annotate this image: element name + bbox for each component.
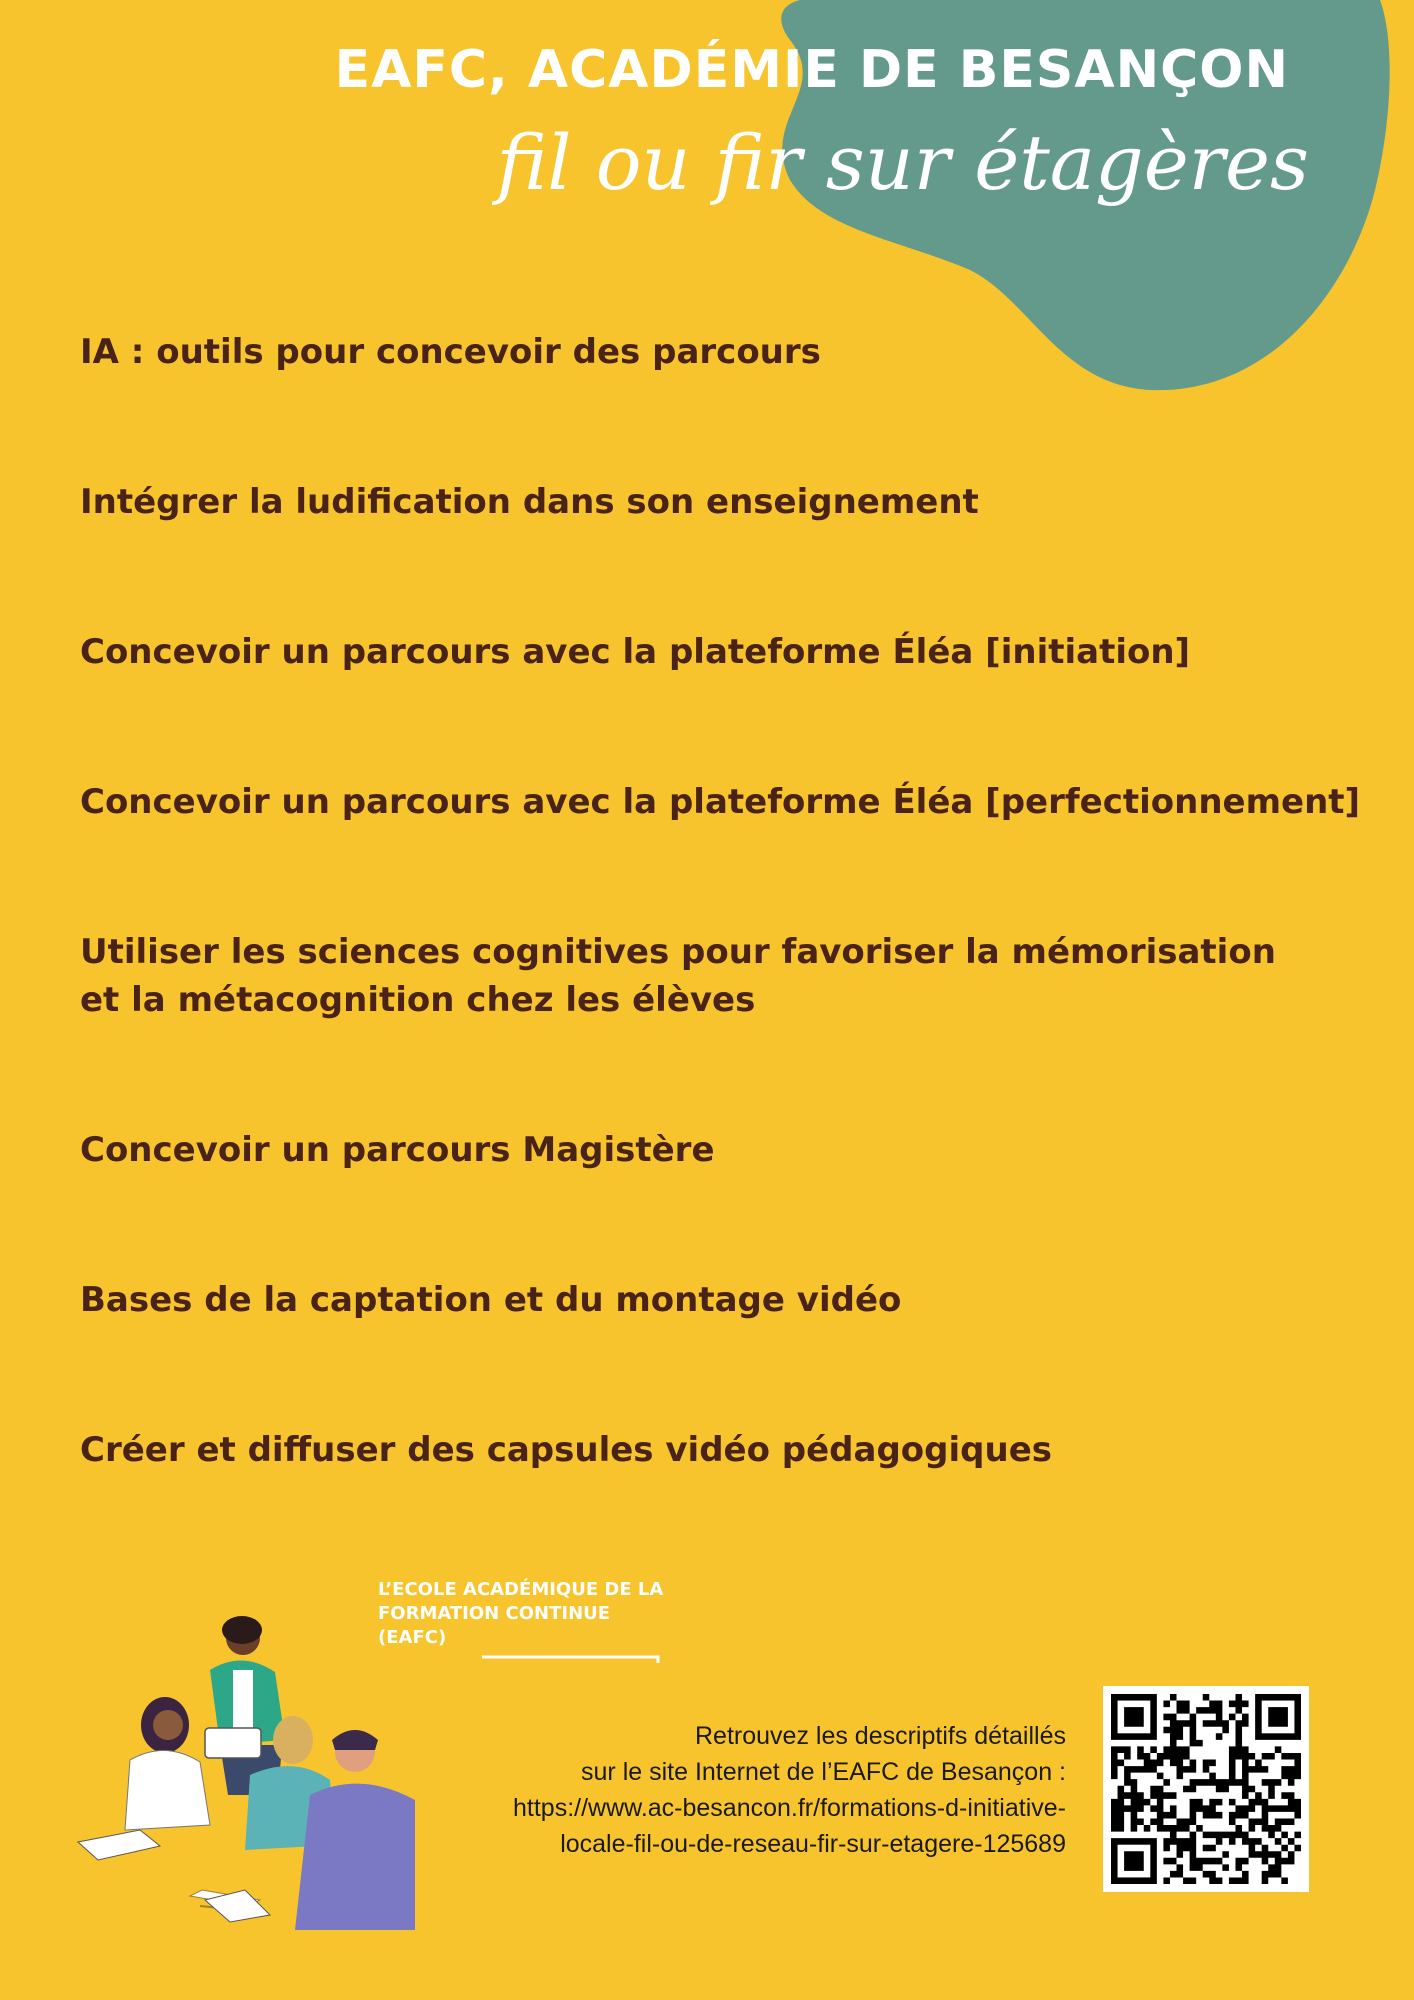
course-title: Intégrer la ludification dans son enseignement <box>80 482 979 522</box>
course-title: Bases de la captation et du montage vidéo <box>80 1280 902 1320</box>
qr-code[interactable] <box>1103 1686 1309 1892</box>
course-title: Concevoir un parcours Magistère <box>80 1130 715 1170</box>
eafc-label-line: FORMATION CONTINUE <box>378 1603 611 1624</box>
info-text <box>513 1718 1066 1862</box>
eafc-underline <box>482 1652 660 1664</box>
course-title: Créer et diffuser des capsules vidéo pédagogiques <box>80 1430 1052 1470</box>
info-line: Retrouvez les descriptifs détaillés <box>695 1722 1066 1750</box>
info-link[interactable]: locale-fil-ou-de-reseau-fir-sur-etagere-125689 <box>560 1830 1066 1858</box>
course-title: Concevoir un parcours avec la plateforme Éléa [initiation] <box>80 632 1191 672</box>
course-title-continued: et la métacognition chez les élèves <box>80 980 756 1020</box>
header-title: EAFC, ACADÉMIE DE BESANÇON <box>334 40 1289 100</box>
info-link[interactable]: https://www.ac-besancon.fr/formations-d-initiative- <box>513 1794 1066 1822</box>
qr-code-icon <box>1111 1694 1301 1884</box>
header-subtitle: fil ou fir sur étagères <box>496 118 1309 207</box>
people-meeting-illustration <box>70 1610 430 1940</box>
course-title: Utiliser les sciences cognitives pour favoriser la mémorisation <box>80 932 1276 972</box>
eafc-label-line: (EAFC) <box>378 1627 447 1648</box>
eafc-label-line: L’ECOLE ACADÉMIQUE DE LA <box>378 1579 664 1600</box>
info-line: sur le site Internet de l’EAFC de Besançon : <box>581 1758 1066 1786</box>
course-title: IA : outils pour concevoir des parcours <box>80 332 821 372</box>
course-title: Concevoir un parcours avec la plateforme Éléa [perfectionnement] <box>80 782 1361 822</box>
